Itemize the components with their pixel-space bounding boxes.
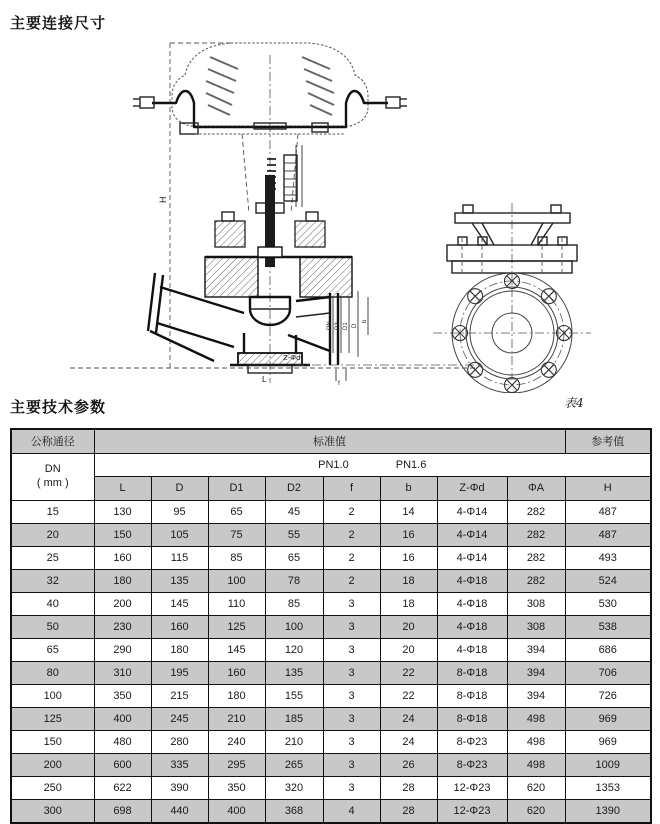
table-cell: 100 <box>11 684 94 707</box>
table-cell: 85 <box>208 546 265 569</box>
table-cell: 50 <box>11 615 94 638</box>
table-cell: 282 <box>507 546 565 569</box>
table-cell: 8-Φ23 <box>437 730 507 753</box>
table-cell: 200 <box>94 592 151 615</box>
table-cell: 969 <box>565 730 651 753</box>
table-cell: 282 <box>507 569 565 592</box>
table-cell: 390 <box>151 776 208 799</box>
table-cell: 15 <box>11 500 94 523</box>
pn10-label: PN1.0 <box>318 458 349 471</box>
table-row-dn-125 <box>11 707 651 730</box>
table-cell: 125 <box>11 707 94 730</box>
table-cell: 245 <box>151 707 208 730</box>
table-cell: 698 <box>94 799 151 823</box>
column-header-D2: D2 <box>265 476 323 500</box>
table-cell: 18 <box>380 592 437 615</box>
table-cell: 180 <box>94 569 151 592</box>
table-cell: 4-Φ14 <box>437 546 507 569</box>
table-cell: 706 <box>565 661 651 684</box>
table-cell: 210 <box>208 707 265 730</box>
table-row-dn-150 <box>11 730 651 753</box>
table-cell: 295 <box>208 753 265 776</box>
table-cell: 100 <box>208 569 265 592</box>
table-cell: 350 <box>208 776 265 799</box>
table-cell: 620 <box>507 776 565 799</box>
table-cell: 3 <box>323 753 380 776</box>
table-number-tag: 表4 <box>564 396 584 410</box>
table-cell: 282 <box>507 523 565 546</box>
table-cell: 24 <box>380 707 437 730</box>
table-cell: 530 <box>565 592 651 615</box>
parameters-table <box>10 428 652 824</box>
table-cell: 65 <box>11 638 94 661</box>
table-cell: 120 <box>265 638 323 661</box>
flange-dimension-lines <box>262 291 475 387</box>
table-cell: 4-Φ14 <box>437 500 507 523</box>
column-header-f: f <box>323 476 380 500</box>
table-cell: 22 <box>380 684 437 707</box>
corner-header-cell: 公称通径 <box>11 429 94 453</box>
table-cell: 1009 <box>565 753 651 776</box>
table-cell: 24 <box>380 730 437 753</box>
table-header-row-3 <box>11 476 651 500</box>
air-connection-left <box>133 97 154 108</box>
column-header-Z-phi-d: Z-Φd <box>437 476 507 500</box>
table-cell: 55 <box>265 523 323 546</box>
column-header-D1: D1 <box>208 476 265 500</box>
table-cell: 185 <box>265 707 323 730</box>
table-row-dn-50 <box>11 615 651 638</box>
dim-label-D1: D1 <box>343 322 349 330</box>
table-cell: 620 <box>507 799 565 823</box>
table-cell: 280 <box>151 730 208 753</box>
dim-label-H: H <box>158 196 168 203</box>
table-cell: 45 <box>265 500 323 523</box>
table-cell: 4-Φ18 <box>437 638 507 661</box>
table-cell: 3 <box>323 661 380 684</box>
table-cell: 65 <box>265 546 323 569</box>
table-cell: 160 <box>94 546 151 569</box>
table-row-dn-200 <box>11 753 651 776</box>
dim-label-D: D <box>352 323 358 328</box>
table-cell: 300 <box>11 799 94 823</box>
table-cell: 78 <box>265 569 323 592</box>
valve-technical-drawing <box>0 35 660 393</box>
table-cell: 3 <box>323 684 380 707</box>
table-cell: 1353 <box>565 776 651 799</box>
table-cell: 125 <box>208 615 265 638</box>
table-cell: 2 <box>323 546 380 569</box>
table-cell: 12-Φ23 <box>437 799 507 823</box>
table-cell: 440 <box>151 799 208 823</box>
pn16-label: PN1.6 <box>395 458 427 471</box>
section-title-technical-parameters: 主要技术参数 <box>10 399 107 416</box>
table-cell: 265 <box>265 753 323 776</box>
column-header-b: b <box>380 476 437 500</box>
table-cell: 32 <box>11 569 94 592</box>
table-cell: 95 <box>151 500 208 523</box>
table-cell: 195 <box>151 661 208 684</box>
table-cell: 320 <box>265 776 323 799</box>
reference-value-header-cell: 参考值 <box>565 429 651 453</box>
table-body <box>11 500 651 823</box>
table-cell: 8-Φ18 <box>437 707 507 730</box>
section-view <box>70 43 475 387</box>
dim-label-Z-phi-d: Z-Φd <box>283 353 301 362</box>
table-cell: 16 <box>380 523 437 546</box>
table-cell: 180 <box>151 638 208 661</box>
table-cell: 155 <box>265 684 323 707</box>
table-cell: 480 <box>94 730 151 753</box>
table-cell: 80 <box>11 661 94 684</box>
table-cell: 8-Φ23 <box>437 753 507 776</box>
table-cell: 282 <box>507 500 565 523</box>
yoke-bracket <box>455 205 570 245</box>
table-cell: 308 <box>507 615 565 638</box>
table-cell: 135 <box>265 661 323 684</box>
table-cell: 25 <box>11 546 94 569</box>
table-cell: 498 <box>507 753 565 776</box>
table-cell: 308 <box>507 592 565 615</box>
column-header-L: L <box>94 476 151 500</box>
table-cell: 105 <box>151 523 208 546</box>
table-cell: 290 <box>94 638 151 661</box>
table-cell: 335 <box>151 753 208 776</box>
table-row-dn-80 <box>11 661 651 684</box>
table-cell: 250 <box>11 776 94 799</box>
table-cell: 394 <box>507 638 565 661</box>
table-cell: 4-Φ14 <box>437 523 507 546</box>
table-cell: 2 <box>323 500 380 523</box>
dim-label-f: f <box>338 380 340 387</box>
section-title-connection-dimensions: 主要连接尺寸 <box>10 15 107 32</box>
table-cell: 524 <box>565 569 651 592</box>
dim-label-b: b <box>362 319 368 323</box>
table-cell: 3 <box>323 776 380 799</box>
table-cell: 150 <box>94 523 151 546</box>
table-cell: 28 <box>380 776 437 799</box>
table-row-dn-100 <box>11 684 651 707</box>
table-cell: 400 <box>208 799 265 823</box>
table-cell: 115 <box>151 546 208 569</box>
dim-label-L: L <box>262 374 267 384</box>
table-cell: 240 <box>208 730 265 753</box>
dn-unit: ( mm ) <box>36 476 69 489</box>
table-cell: 150 <box>11 730 94 753</box>
table-cell: 4-Φ18 <box>437 592 507 615</box>
table-cell: 160 <box>151 615 208 638</box>
table-cell: 4-Φ18 <box>437 569 507 592</box>
table-cell: 4-Φ18 <box>437 615 507 638</box>
table-cell: 3 <box>323 707 380 730</box>
table-cell: 215 <box>151 684 208 707</box>
standard-value-header-cell: 标准值 <box>94 429 565 453</box>
table-cell: 26 <box>380 753 437 776</box>
air-connection-right <box>386 97 407 108</box>
table-cell: 4 <box>323 799 380 823</box>
table-cell: 310 <box>94 661 151 684</box>
dim-label-DN: DN <box>327 321 333 330</box>
table-cell: 498 <box>507 707 565 730</box>
column-header-phi-A: ΦA <box>507 476 565 500</box>
table-cell: 20 <box>380 615 437 638</box>
table-cell: 230 <box>94 615 151 638</box>
table-cell: 180 <box>208 684 265 707</box>
table-row-dn-300 <box>11 799 651 823</box>
table-cell: 394 <box>507 661 565 684</box>
table-cell: 350 <box>94 684 151 707</box>
table-cell: 498 <box>507 730 565 753</box>
dn-header-cell <box>11 453 94 500</box>
table-cell: 20 <box>380 638 437 661</box>
travel-scale <box>284 155 297 201</box>
flange-front-view <box>433 203 591 393</box>
table-cell: 28 <box>380 799 437 823</box>
table-cell: 18 <box>380 569 437 592</box>
table-cell: 686 <box>565 638 651 661</box>
table-cell: 100 <box>265 615 323 638</box>
table-cell: 16 <box>380 546 437 569</box>
table-cell: 135 <box>151 569 208 592</box>
table-cell: 3 <box>323 592 380 615</box>
table-row-dn-65 <box>11 638 651 661</box>
table-cell: 3 <box>323 638 380 661</box>
table-cell: 1390 <box>565 799 651 823</box>
table-cell: 14 <box>380 500 437 523</box>
table-cell: 8-Φ18 <box>437 684 507 707</box>
column-header-H: H <box>565 476 651 500</box>
table-cell: 726 <box>565 684 651 707</box>
table-cell: 20 <box>11 523 94 546</box>
table-cell: 110 <box>208 592 265 615</box>
table-cell: 368 <box>265 799 323 823</box>
table-cell: 493 <box>565 546 651 569</box>
table-cell: 200 <box>11 753 94 776</box>
table-cell: 538 <box>565 615 651 638</box>
table-cell: 12-Φ23 <box>437 776 507 799</box>
table-cell: 85 <box>265 592 323 615</box>
table-cell: 160 <box>208 661 265 684</box>
bonnet <box>205 212 352 297</box>
table-row-dn-40 <box>11 592 651 615</box>
table-cell: 22 <box>380 661 437 684</box>
table-cell: 3 <box>323 615 380 638</box>
table-cell: 394 <box>507 684 565 707</box>
table-row-dn-250 <box>11 776 651 799</box>
table-cell: 145 <box>151 592 208 615</box>
table-cell: 487 <box>565 500 651 523</box>
dim-label-D2: D2 <box>335 322 341 330</box>
table-cell: 487 <box>565 523 651 546</box>
column-header-D: D <box>151 476 208 500</box>
table-cell: 65 <box>208 500 265 523</box>
table-row-dn-15 <box>11 500 651 523</box>
table-cell: 2 <box>323 523 380 546</box>
table-cell: 600 <box>94 753 151 776</box>
table-row-dn-25 <box>11 546 651 569</box>
table-cell: 40 <box>11 592 94 615</box>
table-cell: 622 <box>94 776 151 799</box>
table-header-row-2 <box>11 453 651 476</box>
dn-label: DN <box>44 462 61 475</box>
table-row-dn-32 <box>11 569 651 592</box>
table-cell: 3 <box>323 730 380 753</box>
table-cell: 969 <box>565 707 651 730</box>
table-cell: 400 <box>94 707 151 730</box>
table-cell: 130 <box>94 500 151 523</box>
table-cell: 210 <box>265 730 323 753</box>
table-cell: 8-Φ18 <box>437 661 507 684</box>
table-cell: 75 <box>208 523 265 546</box>
table-cell: 145 <box>208 638 265 661</box>
table-header-row-1 <box>11 429 651 453</box>
table-cell: 2 <box>323 569 380 592</box>
pn-header-cell <box>94 453 651 476</box>
table-row-dn-20 <box>11 523 651 546</box>
